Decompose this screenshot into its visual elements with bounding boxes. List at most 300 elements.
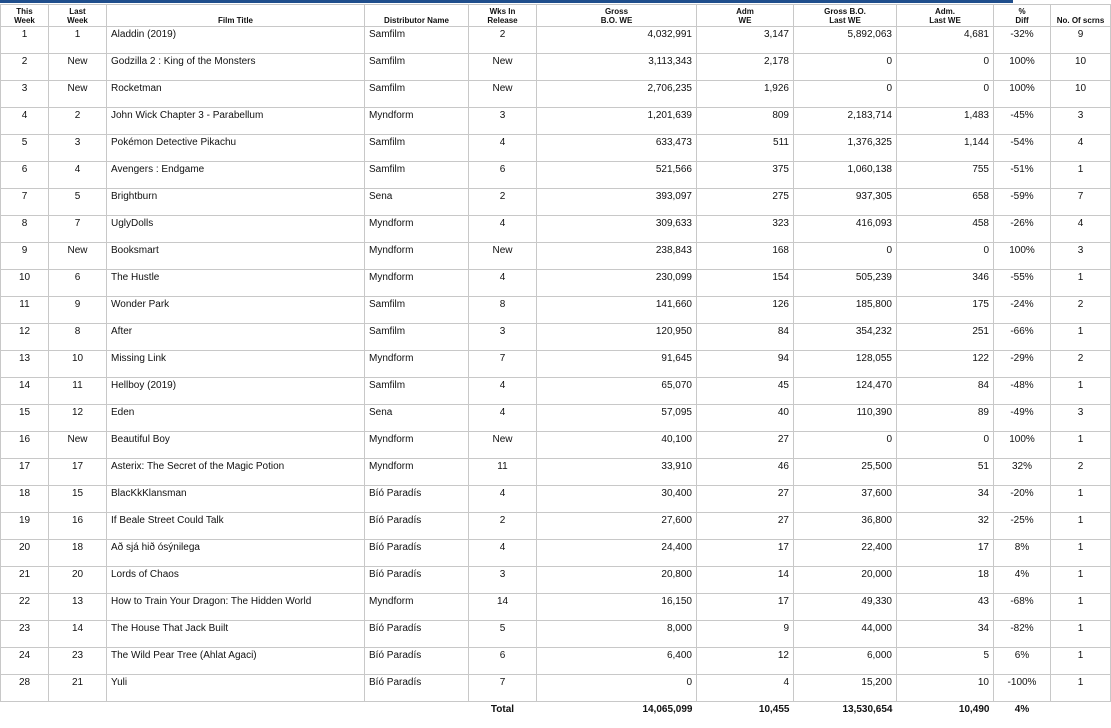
adm-last-we-cell: 755 bbox=[897, 162, 994, 189]
weeks-in-release-cell: 2 bbox=[469, 189, 537, 216]
gross-we-cell: 20,800 bbox=[537, 567, 697, 594]
adm-last-we-cell: 84 bbox=[897, 378, 994, 405]
last-week-cell: New bbox=[49, 54, 107, 81]
gross-we-cell: 0 bbox=[537, 675, 697, 702]
table-row bbox=[1, 351, 1111, 378]
adm-we-cell: 323 bbox=[697, 216, 794, 243]
adm-last-we-cell: 89 bbox=[897, 405, 994, 432]
screens-cell: 1 bbox=[1051, 378, 1111, 405]
table-row bbox=[1, 135, 1111, 162]
film-title-cell: Asterix: The Secret of the Magic Potion bbox=[107, 459, 365, 486]
table-row bbox=[1, 243, 1111, 270]
totals-label: Total bbox=[469, 702, 537, 728]
diff-cell: -26% bbox=[994, 216, 1051, 243]
film-title-cell: The House That Jack Built bbox=[107, 621, 365, 648]
film-title-cell: Hellboy (2019) bbox=[107, 378, 365, 405]
film-title-cell: Missing Link bbox=[107, 351, 365, 378]
last-week-cell: 14 bbox=[49, 621, 107, 648]
screens-cell: 1 bbox=[1051, 621, 1111, 648]
this-week-cell: 15 bbox=[1, 405, 49, 432]
distributor-cell: Myndform bbox=[365, 216, 469, 243]
distributor-cell: Myndform bbox=[365, 432, 469, 459]
adm-last-we-cell: 0 bbox=[897, 243, 994, 270]
weeks-in-release-cell: 4 bbox=[469, 378, 537, 405]
gross-last-we-cell: 49,330 bbox=[794, 594, 897, 621]
film-title-cell: Wonder Park bbox=[107, 297, 365, 324]
last-week-cell: 8 bbox=[49, 324, 107, 351]
last-week-cell: 11 bbox=[49, 378, 107, 405]
film-title-cell: After bbox=[107, 324, 365, 351]
gross-last-we-cell: 20,000 bbox=[794, 567, 897, 594]
weeks-in-release-cell: 6 bbox=[469, 162, 537, 189]
distributor-cell: Myndform bbox=[365, 351, 469, 378]
last-week-cell: 21 bbox=[49, 675, 107, 702]
last-week-cell: New bbox=[49, 81, 107, 108]
adm-last-we-cell: 4,681 bbox=[897, 27, 994, 54]
screens-cell: 3 bbox=[1051, 243, 1111, 270]
distributor-cell: Sena bbox=[365, 189, 469, 216]
adm-last-we-cell: 0 bbox=[897, 81, 994, 108]
weeks-in-release-cell: 2 bbox=[469, 27, 537, 54]
distributor-cell: Sena bbox=[365, 405, 469, 432]
gross-last-we-cell: 25,500 bbox=[794, 459, 897, 486]
gross-we-cell: 120,950 bbox=[537, 324, 697, 351]
header-row bbox=[1, 5, 1111, 27]
adm-last-we-cell: 251 bbox=[897, 324, 994, 351]
diff-cell: 32% bbox=[994, 459, 1051, 486]
adm-we-cell: 511 bbox=[697, 135, 794, 162]
adm-last-we-cell: 122 bbox=[897, 351, 994, 378]
table-row bbox=[1, 162, 1111, 189]
gross-we-cell: 91,645 bbox=[537, 351, 697, 378]
gross-last-we-cell: 354,232 bbox=[794, 324, 897, 351]
gross-we-cell: 65,070 bbox=[537, 378, 697, 405]
this-week-cell: 1 bbox=[1, 27, 49, 54]
film-title-cell: Pokémon Detective Pikachu bbox=[107, 135, 365, 162]
screens-cell: 1 bbox=[1051, 324, 1111, 351]
distributor-cell: Myndform bbox=[365, 243, 469, 270]
adm-last-we-cell: 346 bbox=[897, 270, 994, 297]
distributor-cell: Samfilm bbox=[365, 162, 469, 189]
film-title-cell: John Wick Chapter 3 - Parabellum bbox=[107, 108, 365, 135]
header-gross-last-we: Gross B.O. Last WE bbox=[794, 5, 897, 27]
diff-cell: 100% bbox=[994, 432, 1051, 459]
gross-last-we-cell: 15,200 bbox=[794, 675, 897, 702]
weeks-in-release-cell: New bbox=[469, 81, 537, 108]
film-title-cell: Lords of Chaos bbox=[107, 567, 365, 594]
distributor-cell: Bíó Paradís bbox=[365, 540, 469, 567]
gross-last-we-cell: 2,183,714 bbox=[794, 108, 897, 135]
adm-we-cell: 27 bbox=[697, 513, 794, 540]
gross-last-we-cell: 44,000 bbox=[794, 621, 897, 648]
gross-last-we-cell: 36,800 bbox=[794, 513, 897, 540]
distributor-cell: Bíó Paradís bbox=[365, 621, 469, 648]
adm-we-cell: 17 bbox=[697, 594, 794, 621]
film-title-cell: UglyDolls bbox=[107, 216, 365, 243]
adm-last-we-cell: 10 bbox=[897, 675, 994, 702]
distributor-cell: Bíó Paradís bbox=[365, 648, 469, 675]
table-row bbox=[1, 324, 1111, 351]
gross-we-cell: 24,400 bbox=[537, 540, 697, 567]
gross-we-cell: 1,201,639 bbox=[537, 108, 697, 135]
table-row bbox=[1, 459, 1111, 486]
screens-cell: 1 bbox=[1051, 270, 1111, 297]
film-title-cell: If Beale Street Could Talk bbox=[107, 513, 365, 540]
table-row bbox=[1, 513, 1111, 540]
this-week-cell: 7 bbox=[1, 189, 49, 216]
diff-cell: 100% bbox=[994, 54, 1051, 81]
diff-cell: -68% bbox=[994, 594, 1051, 621]
screens-cell: 3 bbox=[1051, 108, 1111, 135]
adm-we-cell: 27 bbox=[697, 432, 794, 459]
film-title-cell: The Wild Pear Tree (Ahlat Agaci) bbox=[107, 648, 365, 675]
header-film-title: Film Title bbox=[107, 5, 365, 27]
this-week-cell: 21 bbox=[1, 567, 49, 594]
diff-cell: -32% bbox=[994, 27, 1051, 54]
this-week-cell: 24 bbox=[1, 648, 49, 675]
distributor-cell: Bíó Paradís bbox=[365, 513, 469, 540]
gross-we-cell: 30,400 bbox=[537, 486, 697, 513]
last-week-cell: 23 bbox=[49, 648, 107, 675]
total-adm: 10,455 bbox=[697, 702, 794, 728]
weeks-in-release-cell: New bbox=[469, 243, 537, 270]
this-week-cell: 9 bbox=[1, 243, 49, 270]
weeks-in-release-cell: 4 bbox=[469, 486, 537, 513]
film-title-cell: How to Train Your Dragon: The Hidden World bbox=[107, 594, 365, 621]
diff-cell: -66% bbox=[994, 324, 1051, 351]
screens-cell: 10 bbox=[1051, 54, 1111, 81]
last-week-cell: 16 bbox=[49, 513, 107, 540]
screens-cell: 1 bbox=[1051, 540, 1111, 567]
gross-we-cell: 141,660 bbox=[537, 297, 697, 324]
screens-cell: 1 bbox=[1051, 513, 1111, 540]
diff-cell: 8% bbox=[994, 540, 1051, 567]
diff-cell: 6% bbox=[994, 648, 1051, 675]
film-title-cell: Rocketman bbox=[107, 81, 365, 108]
diff-cell: -24% bbox=[994, 297, 1051, 324]
gross-we-cell: 33,910 bbox=[537, 459, 697, 486]
weeks-in-release-cell: 7 bbox=[469, 351, 537, 378]
top-accent-bar bbox=[0, 0, 1013, 3]
weeks-in-release-cell: 4 bbox=[469, 216, 537, 243]
distributor-cell: Samfilm bbox=[365, 27, 469, 54]
diff-cell: -51% bbox=[994, 162, 1051, 189]
gross-last-we-cell: 0 bbox=[794, 54, 897, 81]
gross-last-we-cell: 0 bbox=[794, 81, 897, 108]
table-row bbox=[1, 675, 1111, 702]
gross-last-we-cell: 416,093 bbox=[794, 216, 897, 243]
screens-cell: 10 bbox=[1051, 81, 1111, 108]
distributor-cell: Samfilm bbox=[365, 378, 469, 405]
diff-cell: 100% bbox=[994, 243, 1051, 270]
distributor-cell: Myndform bbox=[365, 594, 469, 621]
gross-we-cell: 309,633 bbox=[537, 216, 697, 243]
weeks-in-release-cell: 3 bbox=[469, 567, 537, 594]
last-week-cell: 3 bbox=[49, 135, 107, 162]
this-week-cell: 23 bbox=[1, 621, 49, 648]
gross-last-we-cell: 505,239 bbox=[794, 270, 897, 297]
weeks-in-release-cell: 14 bbox=[469, 594, 537, 621]
last-week-cell: 2 bbox=[49, 108, 107, 135]
table-row bbox=[1, 486, 1111, 513]
diff-cell: -20% bbox=[994, 486, 1051, 513]
table-row bbox=[1, 540, 1111, 567]
last-week-cell: 13 bbox=[49, 594, 107, 621]
adm-we-cell: 2,178 bbox=[697, 54, 794, 81]
gross-last-we-cell: 5,892,063 bbox=[794, 27, 897, 54]
diff-cell: -55% bbox=[994, 270, 1051, 297]
this-week-cell: 22 bbox=[1, 594, 49, 621]
diff-cell: -82% bbox=[994, 621, 1051, 648]
table-row bbox=[1, 108, 1111, 135]
adm-last-we-cell: 0 bbox=[897, 54, 994, 81]
totals-row bbox=[1, 702, 1111, 728]
this-week-cell: 12 bbox=[1, 324, 49, 351]
total-gross: 14,065,099 bbox=[537, 702, 697, 728]
adm-we-cell: 94 bbox=[697, 351, 794, 378]
gross-we-cell: 3,113,343 bbox=[537, 54, 697, 81]
gross-last-we-cell: 110,390 bbox=[794, 405, 897, 432]
screens-cell: 9 bbox=[1051, 27, 1111, 54]
gross-we-cell: 230,099 bbox=[537, 270, 697, 297]
adm-we-cell: 14 bbox=[697, 567, 794, 594]
this-week-cell: 13 bbox=[1, 351, 49, 378]
weeks-in-release-cell: 4 bbox=[469, 540, 537, 567]
adm-we-cell: 126 bbox=[697, 297, 794, 324]
diff-cell: -100% bbox=[994, 675, 1051, 702]
adm-we-cell: 17 bbox=[697, 540, 794, 567]
diff-cell: -45% bbox=[994, 108, 1051, 135]
table-row bbox=[1, 648, 1111, 675]
adm-we-cell: 40 bbox=[697, 405, 794, 432]
weeks-in-release-cell: New bbox=[469, 432, 537, 459]
total-diff: 4% bbox=[994, 702, 1051, 728]
table-row bbox=[1, 297, 1111, 324]
adm-last-we-cell: 658 bbox=[897, 189, 994, 216]
adm-last-we-cell: 5 bbox=[897, 648, 994, 675]
diff-cell: 4% bbox=[994, 567, 1051, 594]
screens-cell: 2 bbox=[1051, 459, 1111, 486]
table-row bbox=[1, 594, 1111, 621]
adm-last-we-cell: 51 bbox=[897, 459, 994, 486]
screens-cell: 7 bbox=[1051, 189, 1111, 216]
table-row bbox=[1, 432, 1111, 459]
screens-cell: 1 bbox=[1051, 594, 1111, 621]
gross-we-cell: 633,473 bbox=[537, 135, 697, 162]
diff-cell: -29% bbox=[994, 351, 1051, 378]
gross-last-we-cell: 185,800 bbox=[794, 297, 897, 324]
weeks-in-release-cell: 4 bbox=[469, 135, 537, 162]
this-week-cell: 14 bbox=[1, 378, 49, 405]
screens-cell: 3 bbox=[1051, 405, 1111, 432]
weeks-in-release-cell: 11 bbox=[469, 459, 537, 486]
table-row bbox=[1, 189, 1111, 216]
screens-cell: 1 bbox=[1051, 648, 1111, 675]
adm-last-we-cell: 34 bbox=[897, 486, 994, 513]
film-title-cell: Godzilla 2 : King of the Monsters bbox=[107, 54, 365, 81]
this-week-cell: 2 bbox=[1, 54, 49, 81]
gross-last-we-cell: 1,060,138 bbox=[794, 162, 897, 189]
header-diff: % Diff bbox=[994, 5, 1051, 27]
adm-last-we-cell: 17 bbox=[897, 540, 994, 567]
distributor-cell: Myndform bbox=[365, 270, 469, 297]
distributor-cell: Samfilm bbox=[365, 81, 469, 108]
adm-we-cell: 4 bbox=[697, 675, 794, 702]
last-week-cell: 5 bbox=[49, 189, 107, 216]
table-row bbox=[1, 378, 1111, 405]
table-row bbox=[1, 27, 1111, 54]
weeks-in-release-cell: 4 bbox=[469, 270, 537, 297]
distributor-cell: Bíó Paradís bbox=[365, 675, 469, 702]
adm-we-cell: 3,147 bbox=[697, 27, 794, 54]
adm-we-cell: 275 bbox=[697, 189, 794, 216]
gross-we-cell: 16,150 bbox=[537, 594, 697, 621]
adm-we-cell: 45 bbox=[697, 378, 794, 405]
this-week-cell: 8 bbox=[1, 216, 49, 243]
distributor-cell: Samfilm bbox=[365, 135, 469, 162]
diff-cell: -59% bbox=[994, 189, 1051, 216]
this-week-cell: 3 bbox=[1, 81, 49, 108]
gross-last-we-cell: 937,305 bbox=[794, 189, 897, 216]
gross-we-cell: 40,100 bbox=[537, 432, 697, 459]
gross-last-we-cell: 1,376,325 bbox=[794, 135, 897, 162]
screens-cell: 2 bbox=[1051, 297, 1111, 324]
this-week-cell: 4 bbox=[1, 108, 49, 135]
gross-we-cell: 8,000 bbox=[537, 621, 697, 648]
film-title-cell: Avengers : Endgame bbox=[107, 162, 365, 189]
last-week-cell: 17 bbox=[49, 459, 107, 486]
weeks-in-release-cell: 3 bbox=[469, 108, 537, 135]
gross-last-we-cell: 6,000 bbox=[794, 648, 897, 675]
distributor-cell: Samfilm bbox=[365, 324, 469, 351]
distributor-cell: Bíó Paradís bbox=[365, 486, 469, 513]
film-title-cell: Booksmart bbox=[107, 243, 365, 270]
last-week-cell: 20 bbox=[49, 567, 107, 594]
header-adm-we: Adm WE bbox=[697, 5, 794, 27]
last-week-cell: 10 bbox=[49, 351, 107, 378]
adm-last-we-cell: 34 bbox=[897, 621, 994, 648]
adm-we-cell: 375 bbox=[697, 162, 794, 189]
screens-cell: 1 bbox=[1051, 675, 1111, 702]
gross-we-cell: 4,032,991 bbox=[537, 27, 697, 54]
screens-cell: 1 bbox=[1051, 162, 1111, 189]
table-row bbox=[1, 216, 1111, 243]
diff-cell: 100% bbox=[994, 81, 1051, 108]
adm-last-we-cell: 0 bbox=[897, 432, 994, 459]
table-row bbox=[1, 567, 1111, 594]
gross-we-cell: 27,600 bbox=[537, 513, 697, 540]
header-distributor: Distributor Name bbox=[365, 5, 469, 27]
weeks-in-release-cell: 2 bbox=[469, 513, 537, 540]
diff-cell: -54% bbox=[994, 135, 1051, 162]
gross-last-we-cell: 22,400 bbox=[794, 540, 897, 567]
table-row bbox=[1, 621, 1111, 648]
adm-last-we-cell: 43 bbox=[897, 594, 994, 621]
last-week-cell: 9 bbox=[49, 297, 107, 324]
header-this-week: This Week bbox=[1, 5, 49, 27]
adm-we-cell: 27 bbox=[697, 486, 794, 513]
film-title-cell: Yuli bbox=[107, 675, 365, 702]
screens-cell: 1 bbox=[1051, 486, 1111, 513]
diff-cell: -25% bbox=[994, 513, 1051, 540]
header-weeks-in-release: Wks In Release bbox=[469, 5, 537, 27]
header-adm-last-we: Adm. Last WE bbox=[897, 5, 994, 27]
film-title-cell: Aladdin (2019) bbox=[107, 27, 365, 54]
this-week-cell: 16 bbox=[1, 432, 49, 459]
table-row bbox=[1, 81, 1111, 108]
gross-we-cell: 521,566 bbox=[537, 162, 697, 189]
last-week-cell: 1 bbox=[49, 27, 107, 54]
adm-we-cell: 168 bbox=[697, 243, 794, 270]
adm-we-cell: 12 bbox=[697, 648, 794, 675]
screens-cell: 2 bbox=[1051, 351, 1111, 378]
this-week-cell: 10 bbox=[1, 270, 49, 297]
weeks-in-release-cell: 3 bbox=[469, 324, 537, 351]
last-week-cell: 18 bbox=[49, 540, 107, 567]
last-week-cell: 15 bbox=[49, 486, 107, 513]
this-week-cell: 19 bbox=[1, 513, 49, 540]
adm-last-we-cell: 1,144 bbox=[897, 135, 994, 162]
diff-cell: -48% bbox=[994, 378, 1051, 405]
this-week-cell: 17 bbox=[1, 459, 49, 486]
this-week-cell: 18 bbox=[1, 486, 49, 513]
adm-last-we-cell: 1,483 bbox=[897, 108, 994, 135]
screens-cell: 1 bbox=[1051, 567, 1111, 594]
film-title-cell: Beautiful Boy bbox=[107, 432, 365, 459]
table-row bbox=[1, 405, 1111, 432]
this-week-cell: 5 bbox=[1, 135, 49, 162]
adm-we-cell: 84 bbox=[697, 324, 794, 351]
weeks-in-release-cell: 5 bbox=[469, 621, 537, 648]
this-week-cell: 28 bbox=[1, 675, 49, 702]
adm-last-we-cell: 18 bbox=[897, 567, 994, 594]
this-week-cell: 11 bbox=[1, 297, 49, 324]
gross-we-cell: 238,843 bbox=[537, 243, 697, 270]
gross-last-we-cell: 128,055 bbox=[794, 351, 897, 378]
total-adm-last: 10,490 bbox=[897, 702, 994, 728]
gross-we-cell: 6,400 bbox=[537, 648, 697, 675]
distributor-cell: Samfilm bbox=[365, 297, 469, 324]
adm-last-we-cell: 458 bbox=[897, 216, 994, 243]
adm-we-cell: 154 bbox=[697, 270, 794, 297]
last-week-cell: 7 bbox=[49, 216, 107, 243]
film-title-cell: BlacKkKlansman bbox=[107, 486, 365, 513]
gross-last-we-cell: 0 bbox=[794, 243, 897, 270]
adm-we-cell: 1,926 bbox=[697, 81, 794, 108]
weeks-in-release-cell: 7 bbox=[469, 675, 537, 702]
gross-we-cell: 393,097 bbox=[537, 189, 697, 216]
header-last-week: Last Week bbox=[49, 5, 107, 27]
distributor-cell: Myndform bbox=[365, 459, 469, 486]
film-title-cell: Eden bbox=[107, 405, 365, 432]
last-week-cell: New bbox=[49, 243, 107, 270]
header-gross-we: Gross B.O. WE bbox=[537, 5, 697, 27]
last-week-cell: 6 bbox=[49, 270, 107, 297]
this-week-cell: 6 bbox=[1, 162, 49, 189]
gross-last-we-cell: 0 bbox=[794, 432, 897, 459]
last-week-cell: 12 bbox=[49, 405, 107, 432]
adm-we-cell: 46 bbox=[697, 459, 794, 486]
distributor-cell: Bíó Paradís bbox=[365, 567, 469, 594]
adm-last-we-cell: 32 bbox=[897, 513, 994, 540]
film-title-cell: The Hustle bbox=[107, 270, 365, 297]
header-screens: No. Of scrns bbox=[1051, 5, 1111, 27]
screens-cell: 4 bbox=[1051, 135, 1111, 162]
table-row bbox=[1, 270, 1111, 297]
adm-we-cell: 809 bbox=[697, 108, 794, 135]
gross-we-cell: 2,706,235 bbox=[537, 81, 697, 108]
total-gross-last: 13,530,654 bbox=[794, 702, 897, 728]
